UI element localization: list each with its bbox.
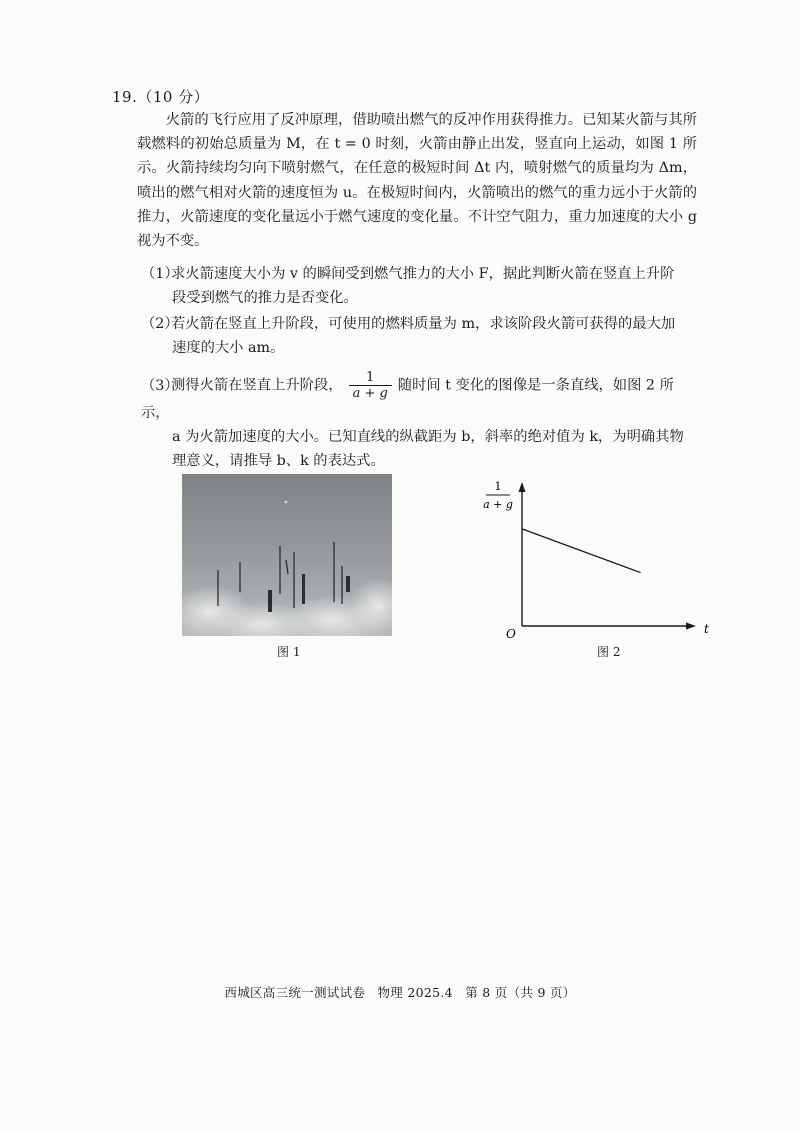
y-axis-label-denominator: a + g — [483, 498, 513, 511]
sub-question-text: 测得火箭在竖直上升阶段， — [171, 377, 343, 394]
sub-question-text: 若火箭在竖直上升阶段，可使用的燃料质量为 m，求该阶段火箭可获得的最大加 — [171, 316, 676, 332]
question-number — [112, 86, 209, 107]
question-number-text: 19. — [112, 88, 138, 106]
x-axis-arrow — [686, 623, 696, 630]
sub-question-text-cont: 理意义，请推导 b、k 的表达式。 — [172, 453, 385, 470]
fraction-denominator: a + g — [352, 386, 388, 401]
sub-question-label: （3） — [141, 377, 179, 394]
sub-question-text-cont: 速度的大小 am。 — [172, 340, 285, 357]
sub-question-label: （2） — [141, 316, 179, 332]
footer-exam-title: 西城区高三统一测试试卷 — [224, 985, 366, 1000]
figure-1-caption: 图 1 — [277, 645, 301, 659]
sub-question-2 — [141, 312, 701, 360]
sub-question-text: 求火箭速度大小为 v 的瞬间受到燃气推力的大小 F，据此判断火箭在竖直上升阶 — [171, 266, 675, 282]
data-line — [522, 529, 641, 573]
figure-2-caption: 图 2 — [597, 645, 621, 659]
origin-label: O — [506, 627, 516, 641]
footer-page-number: 第 8 页（共 9 页） — [465, 985, 576, 1000]
photo-speck — [285, 501, 288, 504]
graph-1-over-a-plus-g-vs-t — [470, 468, 720, 648]
question-points: （10 分） — [137, 88, 210, 106]
sub-question-text-cont: a 为火箭加速度的大小。已知直线的纵截距为 b，斜率的绝对值为 k，为明确其物 — [172, 429, 684, 446]
sub-question-label: （1） — [141, 266, 179, 282]
fraction-numerator: 1 — [349, 370, 392, 386]
sub-question-text-cont: 段受到燃气的推力是否变化。 — [172, 290, 358, 307]
rocket-launch-photo — [182, 474, 392, 636]
fraction-one-over-a-plus-g — [349, 370, 392, 401]
sub-question-3 — [141, 370, 701, 474]
y-axis-arrow — [519, 482, 526, 492]
y-axis-label-numerator: 1 — [494, 480, 502, 493]
question-stem: 火箭的飞行应用了反冲原理，借助喷出燃气的反冲作用获得推力。已知某火箭与其所载燃料的初始总质量为 M，在 t = 0 时刻，火箭由静止出发，竖直向上运动，如图 1 所示。火箭持续均匀向下喷射燃气，在任意的极短时间 Δt 内，喷射燃气的质量均为 Δm，喷出的燃气相对火箭的速度恒为 u。在极短时间内，火箭喷出的燃气的重力远小于火箭的推力，火箭速度的变化量远小于燃气速度的变化量。不计空气阻力，重力加速度的大小 g 视为不变。 — [137, 112, 697, 250]
sub-question-1 — [141, 262, 701, 310]
footer-subject: 物理 2025.4 — [377, 985, 453, 1000]
page-footer — [0, 983, 800, 1001]
sub-question-text: 随时间 t 变化的图像是一条直线，如图 2 所示， — [141, 377, 674, 421]
x-axis-label: t — [704, 622, 709, 636]
